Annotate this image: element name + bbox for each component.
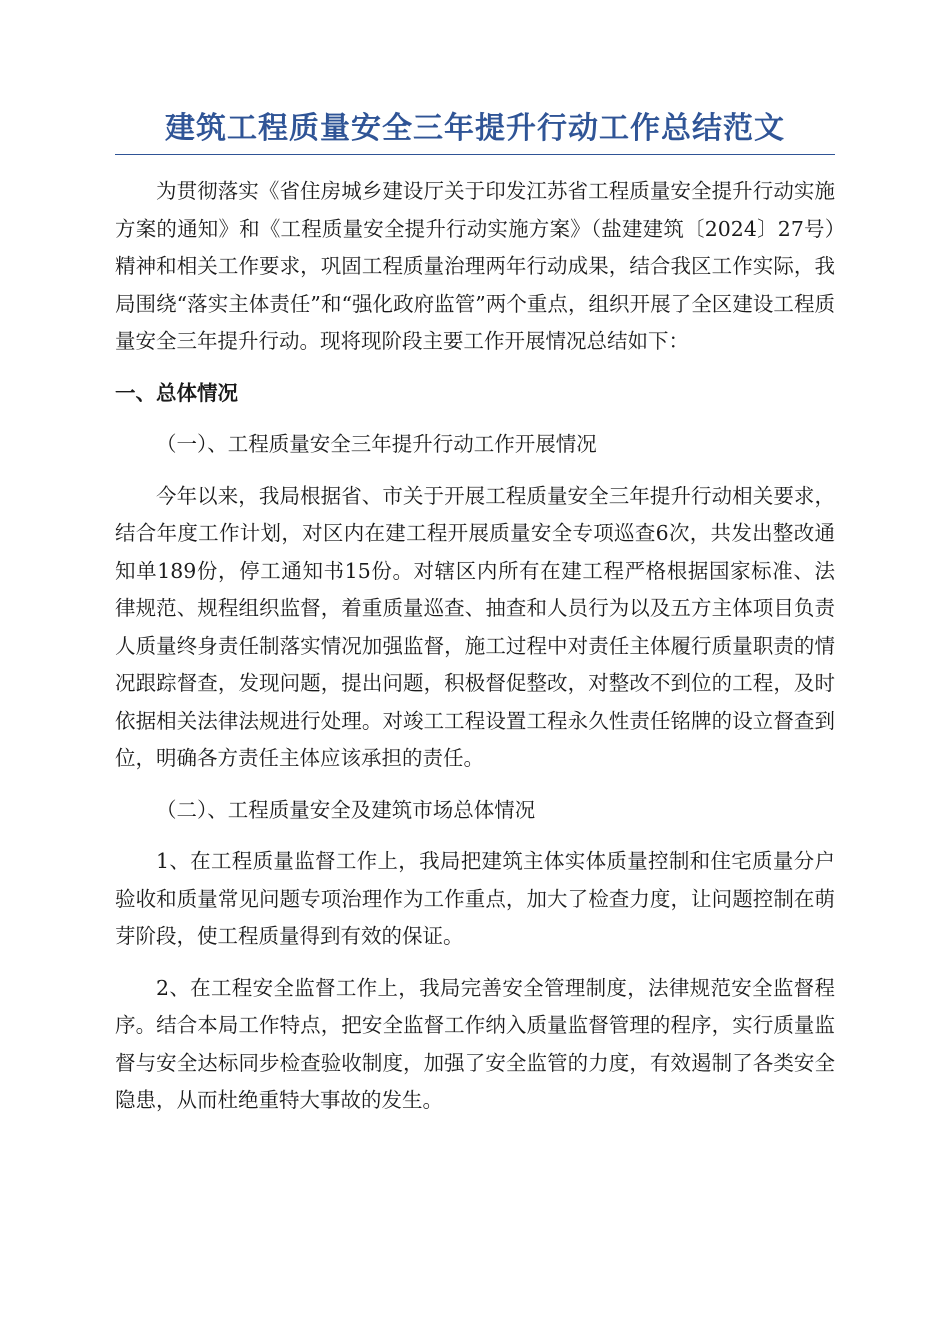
document-title: 建筑工程质量安全三年提升行动工作总结范文 <box>115 108 835 155</box>
intro-paragraph: 为贯彻落实《省住房城乡建设厅关于印发江苏省工程质量安全提升行动实施方案的通知》和《工程质量安全提升行动实施方案》（盐建建筑〔2024〕27号）精神和相关工作要求，巩固工程质量治理两年行动成果，结合我区工作实际，我局围绕“落实主体责任”和“强化政府监管”两个重点，组织开展了全区建设工程质量安全三年提升行动。现将现阶段主要工作开展情况总结如下： <box>115 179 835 353</box>
subsection-heading-1: （一）、工程质量安全三年提升行动工作开展情况 <box>156 432 597 456</box>
subsection-heading-2: （二）、工程质量安全及建筑市场总体情况 <box>156 797 536 822</box>
subsection-1-body: 今年以来，我局根据省、市关于开展工程质量安全三年提升行动相关要求，结合年度工作计划，对区内在建工程开展质量安全专项巡查6次，共发出整改通知单189份，停工通知书15份。对辖区内所有在建工程严格根据国家标准、法律规范、规程组织监督，着重质量巡查、抽查和人员行为以及五方主体项目负责人质量终身责任制落实情况加强监督，施工过程中对责任主体履行质量职责的情况跟踪督查，发现问题，提出问题，积极督促整改，对整改不到位的工程，及时依据相关法律法规进行处理。对竣工工程设置工程永久性责任铭牌的设立督查到位，明确各方责任主体应该承担的责任。 <box>115 483 835 770</box>
document-page <box>115 108 835 1120</box>
list-item-quality-supervision: 1、在工程质量监督工作上，我局把建筑主体实体质量控制和住宅质量分户验收和质量常见问题专项治理作为工作重点，加大了检查力度，让问题控制在萌芽阶段，使工程质量得到有效的保证。 <box>115 849 835 948</box>
list-item-safety-supervision: 2、在工程安全监督工作上，我局完善安全管理制度，法律规范安全监督程序。结合本局工作特点，把安全监督工作纳入质量监督管理的程序，实行质量监督与安全达标同步检查验收制度，加强了安全监管的力度，有效遏制了各类安全隐患，从而杜绝重特大事故的发生。 <box>115 975 835 1112</box>
section-heading-overall: 一、总体情况 <box>115 380 238 405</box>
